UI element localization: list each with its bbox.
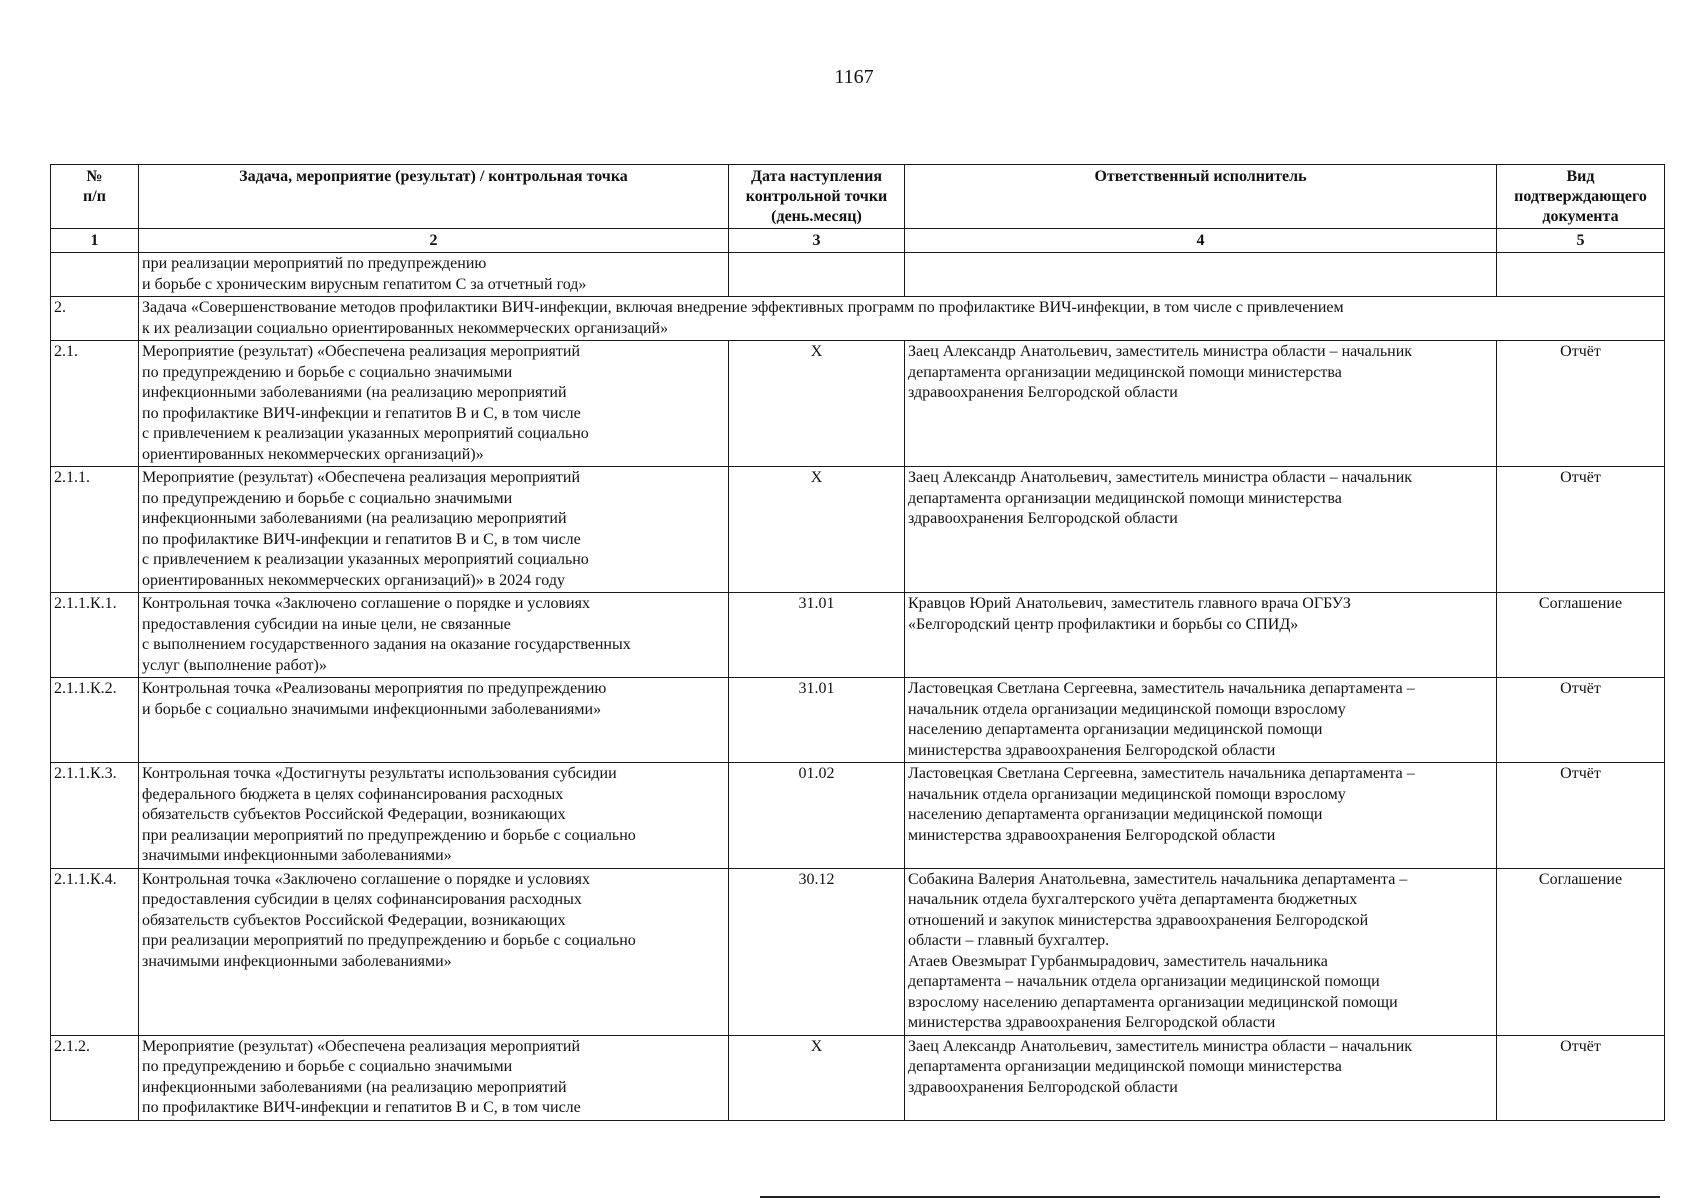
text-line: Заец Александр Анатольевич, заместитель министра области – начальник <box>908 469 1413 486</box>
task-text <box>139 253 729 297</box>
text-line: при реализации мероприятий по предупреждению и борьбе с социально <box>142 932 636 949</box>
control-date: 31.01 <box>729 593 905 678</box>
text-line: по предупреждению и борьбе с социально значимыми <box>142 363 513 381</box>
text-line: по профилактике ВИЧ-инфекции и гепатитов В и С, в том числе <box>142 404 581 422</box>
text-line: Мероприятие (результат) «Обеспечена реализация мероприятий <box>142 1037 581 1055</box>
text-line: по профилактике ВИЧ-инфекции и гепатитов В и С, в том числе <box>142 1099 581 1116</box>
control-date: Х <box>729 1035 905 1120</box>
responsible-person <box>905 341 1497 467</box>
table-row <box>51 763 1665 869</box>
text-line: ориентированных некоммерческих организаций)» <box>142 445 484 463</box>
table-row <box>51 341 1665 467</box>
column-number: 3 <box>729 229 905 253</box>
text-line: Заец Александр Анатольевич, заместитель министра области – начальник <box>908 343 1413 360</box>
row-number: 2. <box>51 297 139 341</box>
table-row <box>51 678 1665 763</box>
document-type: Отчёт <box>1497 341 1665 467</box>
text-line: населению департамента организации медицинской помощи <box>908 721 1323 738</box>
text-line: министерства здравоохранения Белгородской области <box>908 741 1276 759</box>
text-line: предоставления субсидии на иные цели, не связанные <box>142 615 511 633</box>
table-row <box>51 593 1665 678</box>
text-line: здравоохранения Белгородской области <box>908 1078 1178 1096</box>
text-line: Контрольная точка «Заключено соглашение о порядке и условиях <box>142 870 590 888</box>
document-type: Отчёт <box>1497 678 1665 763</box>
task-text <box>139 467 729 593</box>
text-line: обязательств субъектов Российской Федерации, возникающих <box>142 806 566 823</box>
text-line: при реализации мероприятий по предупреждению и борьбе с социально <box>142 826 636 844</box>
text-line: значимыми инфекционными заболеваниями» <box>142 847 452 864</box>
row-number: 2.1.1. <box>51 467 139 593</box>
document-type: Отчёт <box>1497 1035 1665 1120</box>
table-row <box>51 467 1665 593</box>
row-number: 2.1. <box>51 341 139 467</box>
header-num: № п/п <box>51 165 139 229</box>
text-line: Атаев Овезмырат Гурбанмырадович, заместитель начальника <box>908 952 1328 970</box>
text-line: инфекционными заболеваниями (на реализацию мероприятий <box>142 1078 567 1096</box>
task-text <box>139 1035 729 1120</box>
task-heading <box>139 297 1665 341</box>
column-number: 4 <box>905 229 1497 253</box>
task-text <box>139 868 729 1035</box>
table-row <box>51 868 1665 1035</box>
task-text <box>139 341 729 467</box>
text-line: инфекционными заболеваниями (на реализацию мероприятий <box>142 384 567 401</box>
text-line: Задача «Совершенствование методов профилактики ВИЧ-инфекции, включая внедрение эффективных программ по профилактике ВИЧ-инфекции, в том числе с привлечением <box>142 299 1344 316</box>
text-line: с привлечением к реализации указанных мероприятий социально <box>142 551 589 568</box>
text-line: Кравцов Юрий Анатольевич, заместитель главного врача ОГБУЗ <box>908 595 1351 612</box>
text-line: области – главный бухгалтер. <box>908 932 1110 949</box>
control-date <box>729 253 905 297</box>
table-header-row <box>51 165 1665 229</box>
table-row <box>51 297 1665 341</box>
row-number: 2.1.1.К.4. <box>51 868 139 1035</box>
text-line: Заец Александр Анатольевич, заместитель министра области – начальник <box>908 1037 1413 1055</box>
text-line: по профилактике ВИЧ-инфекции и гепатитов В и С, в том числе <box>142 530 581 548</box>
page-number: 1167 <box>834 66 874 88</box>
responsible-person <box>905 678 1497 763</box>
text-line: Собакина Валерия Анатольевна, заместитель начальника департамента – <box>908 870 1408 888</box>
column-number: 2 <box>139 229 729 253</box>
text-line: отношений и закупок министерства здравоохранения Белгородской <box>908 911 1369 929</box>
text-line: при реализации мероприятий по предупреждению <box>142 255 487 272</box>
text-line: начальник отдела бухгалтерского учёта департамента бюджетных <box>908 891 1358 908</box>
text-line: инфекционными заболеваниями (на реализацию мероприятий <box>142 510 567 527</box>
text-line: Мероприятие (результат) «Обеспечена реализация мероприятий <box>142 469 581 486</box>
text-line: по предупреждению и борьбе с социально значимыми <box>142 489 513 507</box>
header-responsible: Ответственный исполнитель <box>905 165 1497 229</box>
document-type: Отчёт <box>1497 763 1665 869</box>
text-line: по предупреждению и борьбе с социально значимыми <box>142 1058 513 1075</box>
responsible-person <box>905 467 1497 593</box>
row-number: 2.1.1.К.1. <box>51 593 139 678</box>
text-line: и борьбе с социально значимыми инфекционными заболеваниями» <box>142 700 602 718</box>
text-line: Мероприятие (результат) «Обеспечена реализация мероприятий <box>142 343 581 360</box>
text-line: министерства здравоохранения Белгородской области <box>908 826 1276 844</box>
control-date: 31.01 <box>729 678 905 763</box>
text-line: с выполнением государственного задания на оказание государственных <box>142 636 631 653</box>
text-line: услуг (выполнение работ)» <box>142 656 327 674</box>
row-number <box>51 253 139 297</box>
text-line: департамента организации медицинской помощи министерства <box>908 363 1342 381</box>
responsible-person <box>905 593 1497 678</box>
text-line: департамента организации медицинской помощи министерства <box>908 1058 1342 1075</box>
control-date: Х <box>729 341 905 467</box>
plan-table <box>50 164 1665 1121</box>
document-type: Соглашение <box>1497 593 1665 678</box>
text-line: Контрольная точка «Достигнуты результаты использования субсидии <box>142 765 617 782</box>
task-text <box>139 678 729 763</box>
control-date: 01.02 <box>729 763 905 869</box>
text-line: департамента – начальник отдела организации медицинской помощи <box>908 973 1380 990</box>
text-line: населению департамента организации медицинской помощи <box>908 806 1323 823</box>
text-line: министерства здравоохранения Белгородской области <box>908 1014 1276 1031</box>
text-line: начальник отдела организации медицинской помощи взрослому <box>908 700 1346 718</box>
responsible-person <box>905 868 1497 1035</box>
text-line: с привлечением к реализации указанных мероприятий социально <box>142 425 589 442</box>
text-line: Контрольная точка «Заключено соглашение о порядке и условиях <box>142 595 590 612</box>
control-date: 30.12 <box>729 868 905 1035</box>
responsible-person <box>905 763 1497 869</box>
task-text <box>139 763 729 869</box>
text-line: и борьбе с хроническим вирусным гепатитом С за отчетный год» <box>142 275 587 293</box>
text-line: ориентированных некоммерческих организаций)» в 2024 году <box>142 571 565 589</box>
row-number: 2.1.2. <box>51 1035 139 1120</box>
text-line: департамента организации медицинской помощи министерства <box>908 489 1342 507</box>
column-number: 1 <box>51 229 139 253</box>
text-line: Ластовецкая Светлана Сергеевна, заместитель начальника департамента – <box>908 680 1415 697</box>
column-number: 5 <box>1497 229 1665 253</box>
responsible-person <box>905 253 1497 297</box>
text-line: здравоохранения Белгородской области <box>908 384 1178 401</box>
document-type <box>1497 253 1665 297</box>
text-line: Контрольная точка «Реализованы мероприятия по предупреждению <box>142 680 607 697</box>
row-number: 2.1.1.К.2. <box>51 678 139 763</box>
text-line: обязательств субъектов Российской Федерации, возникающих <box>142 911 566 929</box>
document-type: Соглашение <box>1497 868 1665 1035</box>
header-task: Задача, мероприятие (результат) / контрольная точка <box>139 165 729 229</box>
task-text <box>139 593 729 678</box>
control-date: Х <box>729 467 905 593</box>
text-line: «Белгородский центр профилактики и борьбы со СПИД» <box>908 615 1299 633</box>
table-row <box>51 1035 1665 1120</box>
text-line: предоставления субсидии в целях софинансирования расходных <box>142 891 582 908</box>
text-line: здравоохранения Белгородской области <box>908 510 1178 527</box>
responsible-person <box>905 1035 1497 1120</box>
table-row <box>51 253 1665 297</box>
header-doc-type: Вид подтверждающего документа <box>1497 165 1665 229</box>
footer-rule <box>760 1196 1660 1198</box>
column-number-row <box>51 229 1665 253</box>
text-line: начальник отдела организации медицинской помощи взрослому <box>908 785 1346 803</box>
text-line: федерального бюджета в целях софинансирования расходных <box>142 785 564 803</box>
text-line: Ластовецкая Светлана Сергеевна, заместитель начальника департамента – <box>908 765 1415 782</box>
text-line: к их реализации социально ориентированных некоммерческих организаций» <box>142 319 669 337</box>
table-body <box>51 253 1665 1121</box>
header-date: Дата наступления контрольной точки (день.месяц) <box>729 165 905 229</box>
text-line: значимыми инфекционными заболеваниями» <box>142 952 452 970</box>
document-type: Отчёт <box>1497 467 1665 593</box>
row-number: 2.1.1.К.3. <box>51 763 139 869</box>
text-line: взрослому населению департамента организации медицинской помощи <box>908 993 1398 1011</box>
